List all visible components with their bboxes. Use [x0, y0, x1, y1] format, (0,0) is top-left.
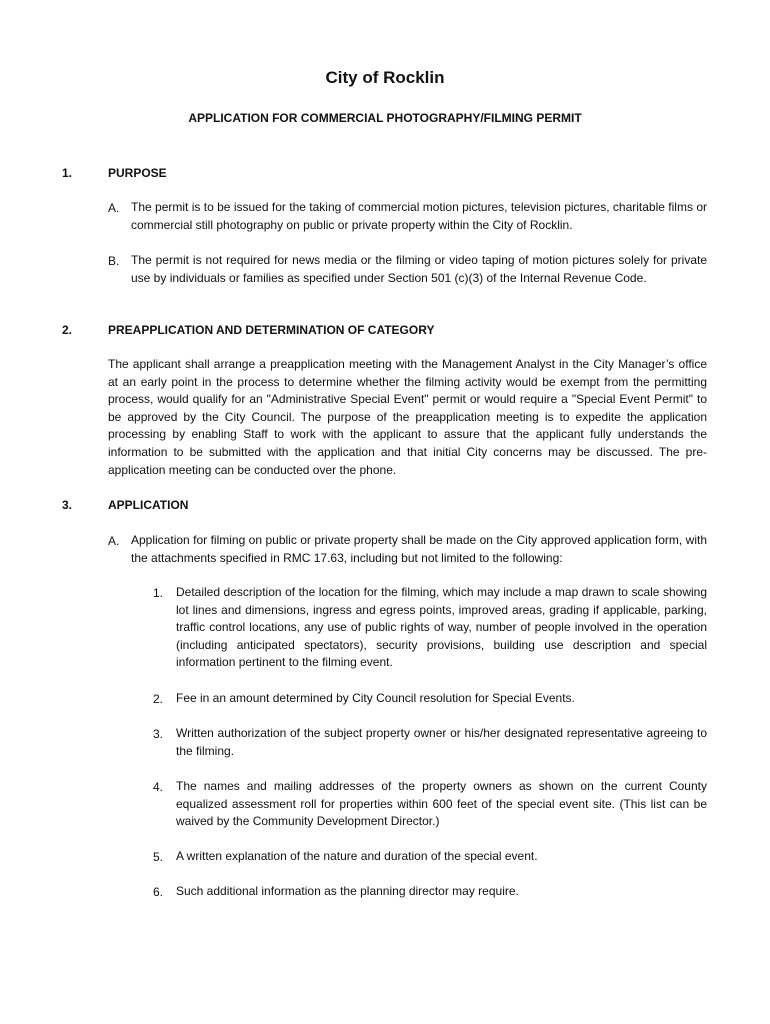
subitem-text: Such additional information as the planning director may require. [176, 884, 519, 898]
subitem-text: Written authorization of the subject property owner or his/her designated representative agreeing to the filming. [176, 726, 707, 758]
section-heading-purpose: PURPOSE [108, 166, 167, 180]
item-letter: A. [108, 534, 120, 548]
subitem-number: 4. [153, 780, 164, 794]
document-subtitle: APPLICATION FOR COMMERCIAL PHOTOGRAPHY/FILMING PERMIT [188, 111, 582, 125]
subitem-number: 5. [153, 850, 164, 864]
subitem-number: 2. [153, 692, 164, 706]
subitem-text: A written explanation of the nature and duration of the special event. [176, 849, 538, 863]
section-heading-preapplication: PREAPPLICATION AND DETERMINATION OF CATEGORY [108, 323, 435, 337]
section-number: 3. [62, 498, 73, 512]
item-letter: B. [108, 254, 120, 268]
item-text: The permit is not required for news media or the filming or video taping of motion pictures solely for private use by individuals or families as specified under Section 501 (c)(3) of the Internal Revenue Code. [131, 253, 707, 285]
item-text: The permit is to be issued for the taking of commercial motion pictures, television pictures, charitable films or commercial still photography on public or private property within the City of Rocklin. [131, 200, 707, 232]
item-letter: A. [108, 201, 120, 215]
section-paragraph: The applicant shall arrange a preapplication meeting with the Management Analyst in the City Manager’s office at an early point in the process to determine whether the filming activity would be exempt from the permitting process, would qualify for an "Administrative Special Event" permit or would require a "Special Event Permit" to be approved by the City Council. The purpose of the preapplication meeting is to expedite the application processing by enabling Staff to work with the applicant to assure that the applicant fully understands the information to be submitted with the application and that initial City concerns may be discussed. The pre-application meeting can be conducted over the phone. [108, 357, 707, 477]
subitem-text: The names and mailing addresses of the property owners as shown on the current County equalized assessment roll for properties within 600 feet of the special event site. (This list can be waived by the Community Development Director.) [176, 779, 707, 828]
section-number: 1. [62, 166, 73, 180]
subitem-text: Fee in an amount determined by City Council resolution for Special Events. [176, 691, 575, 705]
document-title: City of Rocklin [325, 68, 445, 87]
item-text: Application for filming on public or private property shall be made on the City approved application form, with the attachments specified in RMC 17.63, including but not limited to the following: [131, 533, 707, 565]
subitem-number: 1. [153, 586, 164, 600]
subitem-number: 6. [153, 885, 164, 899]
subitem-text: Detailed description of the location for the filming, which may include a map drawn to scale showing lot lines and dimensions, ingress and egress points, improved areas, grading if applicable, parking, traffic control locations, any use of public rights of way, number of people involved in the operation (including anticipated spectators), security provisions, building use description and special information pertinent to the filming event. [176, 585, 707, 669]
section-number: 2. [62, 323, 73, 337]
subitem-number: 3. [153, 727, 164, 741]
section-heading-application: APPLICATION [108, 498, 189, 512]
